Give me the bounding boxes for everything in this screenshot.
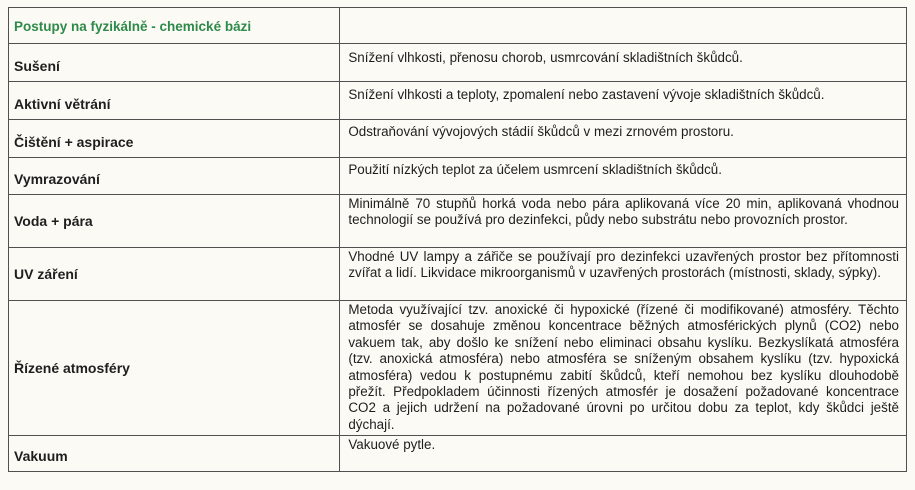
- table-row: [9, 158, 907, 195]
- method-description: Vakuové pytle.: [340, 436, 907, 472]
- table-row: [9, 195, 907, 248]
- method-name: Čištění + aspirace: [9, 120, 340, 158]
- table-row: [9, 120, 907, 158]
- method-name: Voda + pára: [9, 195, 340, 248]
- method-name: UV záření: [9, 248, 340, 301]
- table-row: [9, 82, 907, 120]
- table-row: [9, 248, 907, 301]
- method-description: Použití nízkých teplot za účelem usmrcení skladištních škůdců.: [340, 158, 907, 195]
- method-name: Řízené atmosféry: [9, 301, 340, 436]
- method-description: Minimálně 70 stupňů horká voda nebo pára aplikovaná více 20 min, aplikovaná vhodnou technologií se používá pro dezinfekci, půdy nebo substrátu nebo provozních prostor.: [340, 195, 907, 248]
- method-name: Vymrazování: [9, 158, 340, 195]
- method-description: Snížení vlhkosti a teploty, zpomalení nebo zastavení vývoje skladištních škůdců.: [340, 82, 907, 120]
- method-description: Snížení vlhkosti, přenosu chorob, usmrcování skladištních škůdců.: [340, 44, 907, 82]
- table-header-empty-cell: [340, 8, 907, 44]
- table-row: [9, 301, 907, 436]
- method-name: Sušení: [9, 44, 340, 82]
- method-description: Odstraňování vývojových stádií škůdců v mezi zrnovém prostoru.: [340, 120, 907, 158]
- table-row: [9, 436, 907, 472]
- method-name: Vakuum: [9, 436, 340, 472]
- method-description: Vhodné UV lampy a zářiče se používají pro dezinfekci uzavřených prostor bez přítomnosti zvířat a lidí. Likvidace mikroorganismů v uzavřených prostorách (místnosti, sklady, sýpky).: [340, 248, 907, 301]
- methods-table: [8, 7, 907, 472]
- table-header-row: [9, 8, 907, 44]
- table-title: Postupy na fyzikálně - chemické bázi: [9, 8, 340, 44]
- method-name: Aktivní větrání: [9, 82, 340, 120]
- table-row: [9, 44, 907, 82]
- method-description: Metoda využívající tzv. anoxické či hypoxické (řízené či modifikované) atmosféry. Těchto atmosfér se dosahuje změnou koncentrace běžných atmosférických plynů (CO2) nebo vakuem tak, aby došlo ke snížení nebo eliminaci obsahu kyslíku. Bezkyslíkatá atmosféra (tzv. anoxická atmosféra) nebo atmosféra se sníženým obsahem kyslíku (tzv. hypoxická atmosféra) vedou k postupnému zabití škůdců, kteří nemohou bez kyslíku dlouhodobě přežít. Předpokladem účinnosti řízených atmosfér je dosažení požadované koncentrace CO2 a jejich udržení na požadované úrovni po určitou dobu za teplot, kdy škůdci ještě dýchají.: [340, 301, 907, 436]
